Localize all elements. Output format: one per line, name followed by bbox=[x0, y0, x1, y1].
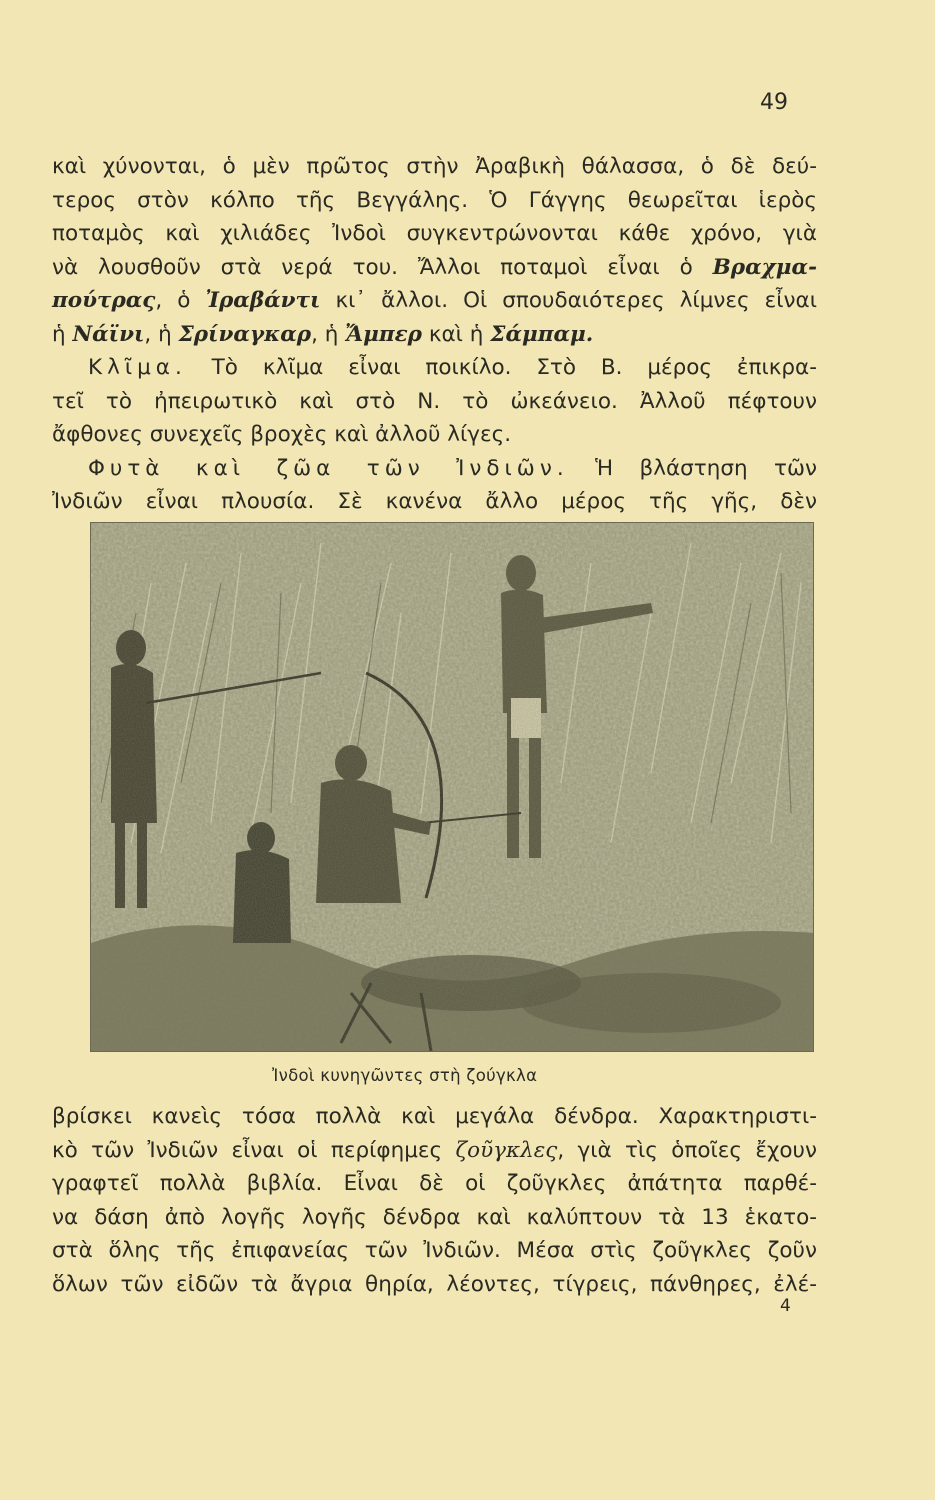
text-span: Τὸ κλῖμα εἶναι ποικίλο. Στὸ Β. μέρος ἐπικρα- bbox=[211, 355, 817, 380]
page-number: 49 bbox=[760, 90, 788, 115]
river-name-irrawaddy: Ἰραβάντι bbox=[205, 288, 321, 313]
text-line: ἄφθονες συνεχεῖς βροχὲς καὶ ἀλλοῦ λίγες. bbox=[52, 422, 512, 447]
text-line: να δάση ἀπὸ λογῆς λογῆς δένδρα καὶ καλύπτουν τὰ 13 ἑκατο- bbox=[52, 1204, 817, 1230]
text-span: , γιὰ τὶς ὁποῖες ἔχουν bbox=[557, 1137, 817, 1163]
text-span: κι᾿ ἄλλοι. Οἱ σπουδαιότερες λίμνες εἶναι bbox=[335, 288, 817, 313]
text-span: νὰ λουσθοῦν στὰ νερά του. Ἄλλοι ποταμοὶ εἶναι ὁ bbox=[52, 254, 693, 280]
text-line: ποταμὸς καὶ χιλιάδες Ἰνδοὶ συγκεντρώνονται κάθε χρόνο, γιὰ bbox=[52, 221, 817, 246]
text-span: ἡ bbox=[52, 321, 66, 347]
lake-name-sambhar: Σάμπαμ. bbox=[490, 321, 594, 347]
text-span: , ἡ bbox=[144, 321, 172, 347]
text-line: τεῖ τὸ ἠπειρωτικὸ καὶ στὸ Ν. τὸ ὠκεάνειο. Ἀλλοῦ πέφτουν bbox=[52, 388, 817, 414]
text-line: Ἰνδιῶν εἶναι πλουσία. Σὲ κανένα ἄλλο μέρος τῆς γῆς, δὲν bbox=[52, 489, 817, 514]
text-span: κὸ τῶν Ἰνδιῶν εἶναι οἱ περίφημες bbox=[52, 1137, 443, 1163]
text-line bbox=[52, 318, 817, 352]
text-line: στὰ ὅλης τῆς ἐπιφανείας τῶν Ἰνδιῶν. Μέσα στὶς ζοῦγκλες ζοῦν bbox=[52, 1238, 817, 1263]
lake-name-srinagar: Σρίναγκαρ bbox=[178, 321, 312, 347]
text-line: ὅλων τῶν εἰδῶν τὰ ἄγρια θηρία, λέοντες, τίγρεις, πάνθηρες, ἐλέ- bbox=[52, 1271, 817, 1297]
text-line bbox=[52, 251, 817, 285]
text-span: Ἡ βλάστηση τῶν bbox=[595, 455, 817, 481]
text-span: , ἡ bbox=[311, 321, 339, 347]
text-line: βρίσκει κανεὶς τόσα πολλὰ καὶ μεγάλα δένδρα. Χαρακτηριστι- bbox=[52, 1104, 817, 1129]
text-line: καὶ χύνονται, ὁ μὲν πρῶτος στὴν Ἀραβικὴ θάλασσα, ὁ δὲ δεύ- bbox=[52, 154, 817, 179]
text-line bbox=[52, 1134, 817, 1168]
text-block-top bbox=[52, 150, 817, 519]
photo-illustration bbox=[91, 523, 813, 1051]
text-line bbox=[52, 284, 817, 318]
river-name-brahmaputra-end: πούτρας bbox=[52, 288, 156, 313]
lake-name-amber: Ἄμπερ bbox=[345, 321, 422, 347]
river-name-brahmaputra: Βραχμα- bbox=[712, 254, 817, 280]
lake-name-naini: Νάϊνι bbox=[72, 321, 145, 347]
text-line bbox=[52, 351, 817, 385]
signature-mark: 4 bbox=[780, 1296, 791, 1316]
text-line bbox=[52, 452, 817, 486]
section-heading-climate: Κλῖμα. bbox=[88, 355, 187, 380]
text-span: καὶ ἡ bbox=[428, 321, 484, 347]
photo-caption: Ἰνδοὶ κυνηγῶντες στὴ ζούγκλα bbox=[272, 1066, 538, 1085]
text-span: , ὁ bbox=[155, 288, 191, 313]
section-heading-flora-fauna: Φυτὰ καὶ ζῶα τῶν Ἰνδιῶν. bbox=[88, 455, 569, 481]
text-block-bottom bbox=[52, 1100, 817, 1301]
text-line: τερος στὸν κόλπο τῆς Βεγγάλης. Ὁ Γάγγης θεωρεῖται ἱερὸς bbox=[52, 187, 817, 213]
jungles-term: ζοῦγκλες bbox=[455, 1137, 558, 1163]
text-line: γραφτεῖ πολλὰ βιβλία. Εἶναι δὲ οἱ ζοῦγκλες ἀπάτητα παρθέ- bbox=[52, 1171, 817, 1196]
jungle-hunters-photo bbox=[90, 522, 814, 1052]
